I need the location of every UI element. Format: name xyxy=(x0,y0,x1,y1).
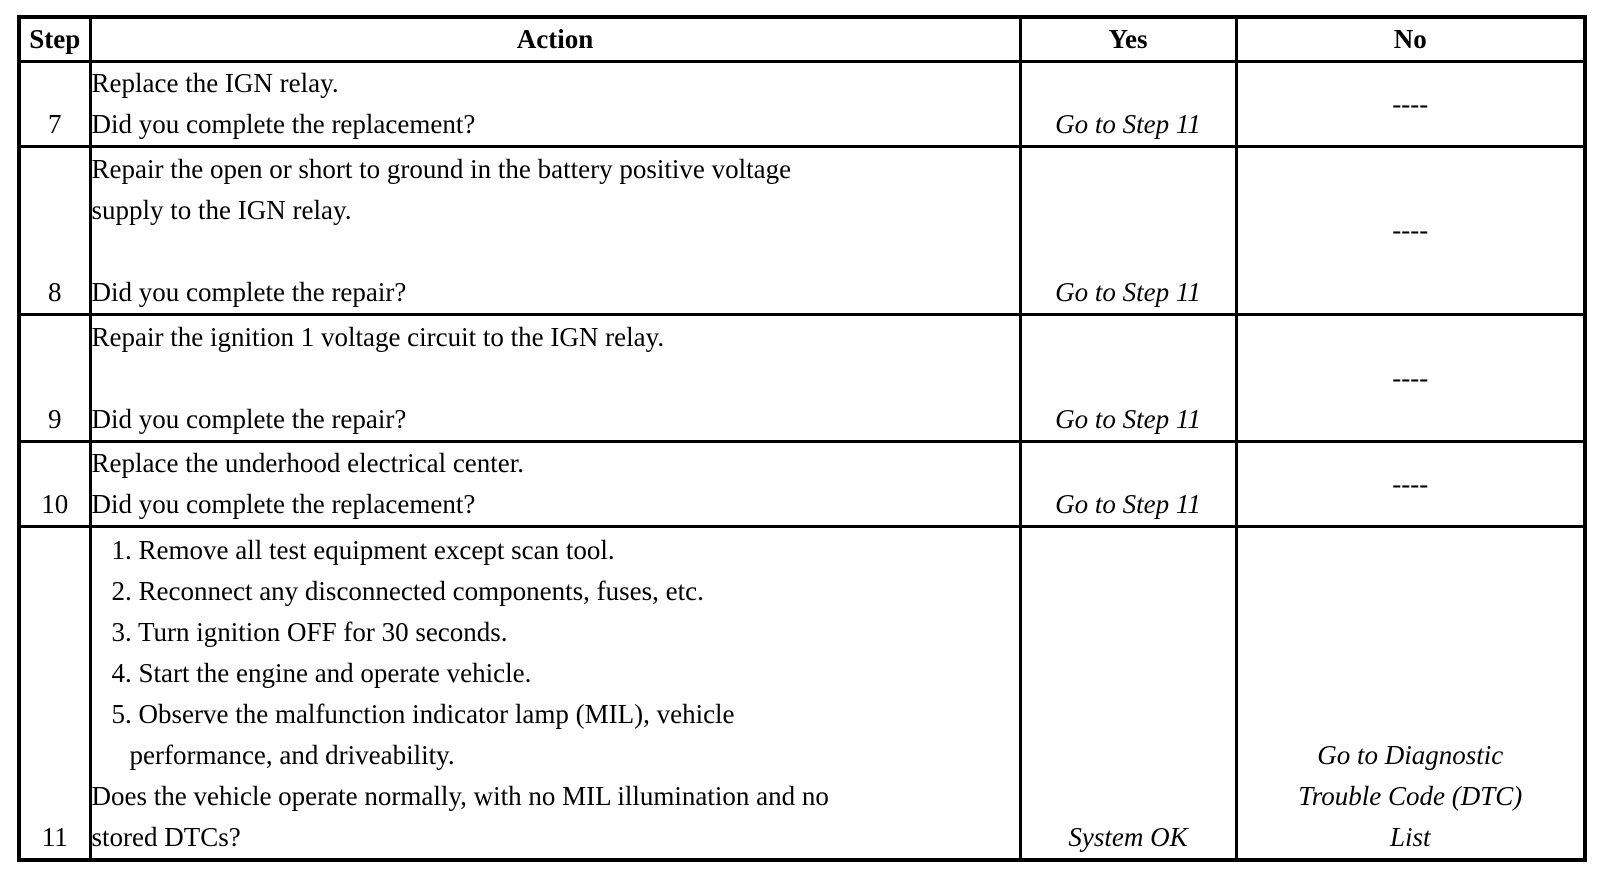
action-text: Replace the IGN relay. xyxy=(91,68,339,99)
action-text: Repair the ignition 1 voltage circuit to the IGN relay. xyxy=(91,321,665,352)
action-question: Did you complete the replacement? xyxy=(91,489,476,520)
no-text: Trouble Code (DTC) xyxy=(1298,781,1523,811)
action-cell xyxy=(90,527,1020,860)
step-number: 10 xyxy=(19,441,90,526)
table-row xyxy=(19,62,1585,147)
action-text: Repair the open or short to ground in the battery positive voltage xyxy=(91,154,792,185)
action-cell xyxy=(90,62,1020,147)
action-question: stored DTCs? xyxy=(91,822,241,852)
action-question: Did you complete the repair? xyxy=(91,277,407,308)
header-step: Step xyxy=(19,17,90,62)
action-text: Replace the underhood electrical center. xyxy=(91,448,525,479)
header-yes: Yes xyxy=(1020,17,1236,62)
no-text: Go to Diagnostic xyxy=(1317,740,1504,770)
procedure-item: 5. Observe the malfunction indicator lamp (MIL), vehicle xyxy=(111,699,735,729)
no-cell xyxy=(1236,527,1585,860)
yes-cell: Go to Step 11 xyxy=(1020,62,1236,147)
table-row xyxy=(19,441,1585,526)
diagnostic-table xyxy=(17,15,1587,862)
table-row xyxy=(19,147,1585,315)
action-text: supply to the IGN relay. xyxy=(91,195,352,226)
table-row xyxy=(19,315,1585,442)
no-cell: ---- xyxy=(1236,441,1585,526)
blank-line xyxy=(92,231,1019,272)
step-number: 8 xyxy=(19,147,90,315)
procedure-item: 4. Start the engine and operate vehicle. xyxy=(111,658,532,688)
no-cell: ---- xyxy=(1236,62,1585,147)
procedure-item-continued: performance, and driveability. xyxy=(129,740,455,770)
blank-line xyxy=(92,358,1019,399)
procedure-item: 3. Turn ignition OFF for 30 seconds. xyxy=(111,617,508,647)
action-question: Did you complete the replacement? xyxy=(91,109,476,140)
procedure-item: 1. Remove all test equipment except scan tool. xyxy=(111,535,615,565)
no-text: List xyxy=(1389,822,1431,852)
step-number: 9 xyxy=(19,315,90,442)
table-row xyxy=(19,527,1585,860)
header-action: Action xyxy=(90,17,1020,62)
yes-cell: Go to Step 11 xyxy=(1020,147,1236,315)
no-cell: ---- xyxy=(1236,147,1585,315)
action-cell xyxy=(90,441,1020,526)
action-cell xyxy=(90,315,1020,442)
step-number: 7 xyxy=(19,62,90,147)
action-question: Does the vehicle operate normally, with no MIL illumination and no xyxy=(91,781,829,811)
yes-cell: Go to Step 11 xyxy=(1020,315,1236,442)
header-no: No xyxy=(1236,17,1585,62)
action-cell xyxy=(90,147,1020,315)
no-cell: ---- xyxy=(1236,315,1585,442)
yes-cell: Go to Step 11 xyxy=(1020,441,1236,526)
step-number: 11 xyxy=(19,527,90,860)
procedure-item: 2. Reconnect any disconnected components, fuses, etc. xyxy=(111,576,704,606)
yes-cell: System OK xyxy=(1020,527,1236,860)
action-question: Did you complete the repair? xyxy=(91,403,407,434)
header-row xyxy=(19,17,1585,62)
